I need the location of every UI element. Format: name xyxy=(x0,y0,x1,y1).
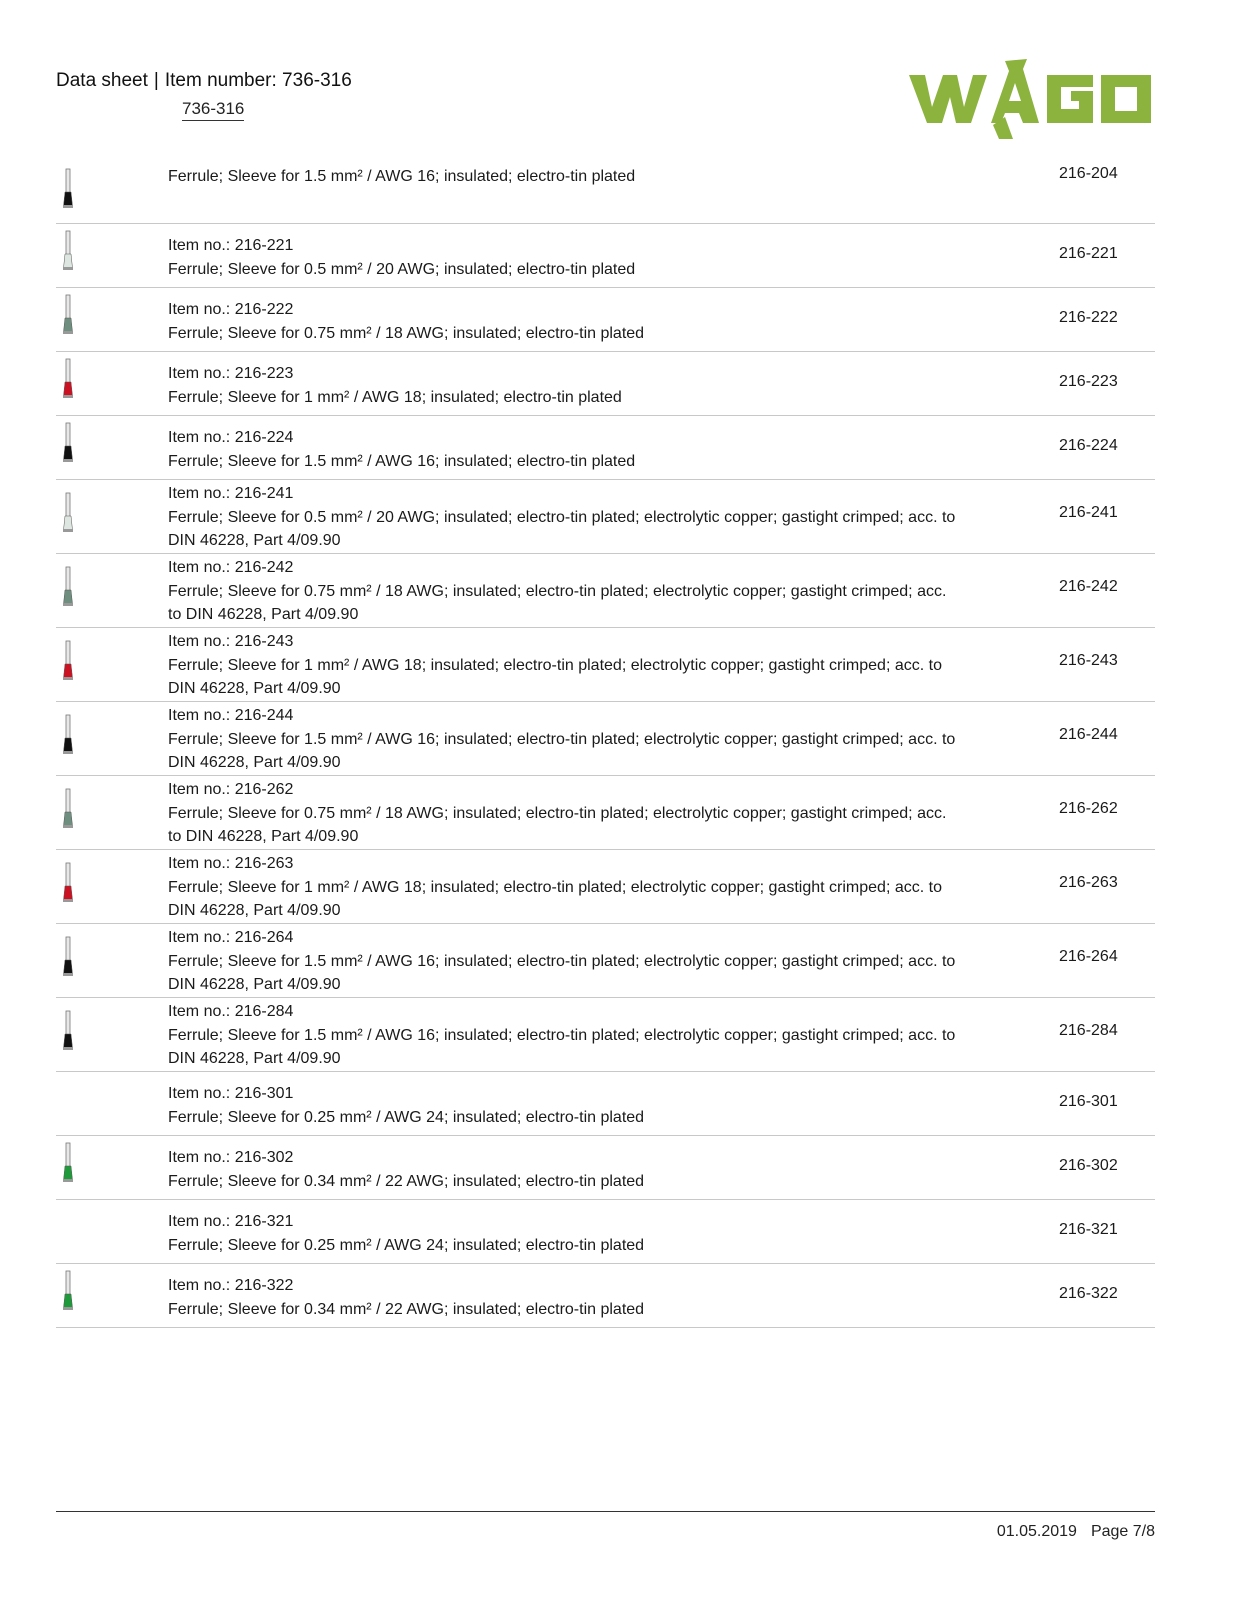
ferrule-icon xyxy=(60,936,76,980)
item-description xyxy=(168,1000,958,1071)
item-number: Item no.: 216-241 xyxy=(168,485,294,502)
item-number-label: Item number: 736-316 xyxy=(164,70,352,91)
article-number: 216-241 xyxy=(1059,504,1118,521)
item-description xyxy=(168,630,958,701)
title-separator: | xyxy=(153,70,159,91)
item-description xyxy=(168,234,958,281)
page-title xyxy=(56,70,352,92)
article-number: 216-243 xyxy=(1059,652,1118,669)
footer xyxy=(997,1523,1155,1541)
ferrule-icon xyxy=(60,1142,76,1186)
item-number: Item no.: 216-224 xyxy=(168,429,294,446)
ferrule-icon xyxy=(60,422,76,466)
ferrule-icon xyxy=(60,862,76,906)
item-description xyxy=(168,482,958,553)
description-text: Ferrule; Sleeve for 1.5 mm² / AWG 16; insulated; electro-tin plated xyxy=(168,168,636,185)
table-row xyxy=(56,702,1155,776)
table-row xyxy=(56,416,1155,480)
page-number: Page 7/8 xyxy=(1090,1523,1155,1540)
description-text: Ferrule; Sleeve for 0.34 mm² / 22 AWG; insulated; electro-tin plated xyxy=(168,1300,645,1318)
description-text: Ferrule; Sleeve for 1.5 mm² / AWG 16; insulated; electro-tin plated; electrolytic copper; gastight crimped; acc. to DIN 46228, Part 4/09.90 xyxy=(168,1026,956,1067)
table-row xyxy=(56,1264,1155,1328)
item-description xyxy=(168,1082,958,1129)
item-number: Item no.: 216-221 xyxy=(168,237,294,254)
table-row xyxy=(56,850,1155,924)
item-description xyxy=(168,1274,958,1321)
item-number: Item no.: 216-263 xyxy=(168,855,294,872)
description-text: Ferrule; Sleeve for 1 mm² / AWG 18; insulated; electro-tin plated xyxy=(168,388,622,406)
item-number: Item no.: 216-222 xyxy=(168,301,294,318)
table-row xyxy=(56,628,1155,702)
article-number: 216-284 xyxy=(1059,1022,1118,1039)
article-number: 216-301 xyxy=(1059,1093,1118,1110)
table-row xyxy=(56,224,1155,288)
ferrule-icon xyxy=(60,1270,76,1314)
description-text: Ferrule; Sleeve for 0.25 mm² / AWG 24; insulated; electro-tin plated xyxy=(168,1236,645,1254)
item-description xyxy=(168,704,958,775)
item-description xyxy=(168,852,958,923)
item-number: Item no.: 216-264 xyxy=(168,929,294,946)
ferrule-icon xyxy=(60,640,76,684)
article-number: 216-244 xyxy=(1059,726,1118,743)
item-number: Item no.: 216-244 xyxy=(168,707,294,724)
article-number: 216-221 xyxy=(1059,245,1118,262)
description-text: Ferrule; Sleeve for 0.34 mm² / 22 AWG; insulated; electro-tin plated xyxy=(168,1172,645,1190)
description-text: Ferrule; Sleeve for 1 mm² / AWG 18; insulated; electro-tin plated; electrolytic copper; gastight crimped; acc. to DIN 46228, Part 4/09.90 xyxy=(168,656,942,697)
wago-logo xyxy=(905,57,1155,141)
item-number: Item no.: 216-262 xyxy=(168,781,294,798)
item-number: Item no.: 216-302 xyxy=(168,1149,294,1166)
article-number: 216-204 xyxy=(1059,165,1118,182)
article-number: 216-322 xyxy=(1059,1285,1118,1302)
description-text: Ferrule; Sleeve for 0.75 mm² / 18 AWG; insulated; electro-tin plated; electrolytic copper; gastight crimped; acc. to DIN 46228, Part 4/09.90 xyxy=(168,804,947,845)
ferrule-icon xyxy=(60,294,76,338)
table-row xyxy=(56,480,1155,554)
item-number: Item no.: 216-243 xyxy=(168,633,294,650)
description-text: Ferrule; Sleeve for 0.5 mm² / 20 AWG; insulated; electro-tin plated; electrolytic copper; gastight crimped; acc. to DIN 46228, Part 4/09.90 xyxy=(168,508,956,549)
table-row xyxy=(56,1136,1155,1200)
description-text: Ferrule; Sleeve for 0.25 mm² / AWG 24; insulated; electro-tin plated xyxy=(168,1108,645,1126)
item-number-link[interactable]: 736-316 xyxy=(182,99,244,121)
ferrule-icon xyxy=(60,230,76,274)
ferrule-icon xyxy=(60,566,76,610)
ferrule-icon xyxy=(60,358,76,402)
description-text: Ferrule; Sleeve for 0.75 mm² / 18 AWG; insulated; electro-tin plated; electrolytic copper; gastight crimped; acc. to DIN 46228, Part 4/09.90 xyxy=(168,582,947,623)
footer-divider xyxy=(56,1511,1155,1512)
article-number: 216-222 xyxy=(1059,309,1118,326)
ferrule-icon xyxy=(60,492,76,536)
description-text: Ferrule; Sleeve for 1.5 mm² / AWG 16; insulated; electro-tin plated xyxy=(168,452,636,470)
item-description xyxy=(168,165,958,189)
ferrule-icon xyxy=(60,714,76,758)
description-text: Ferrule; Sleeve for 0.75 mm² / 18 AWG; insulated; electro-tin plated xyxy=(168,324,645,342)
article-number: 216-321 xyxy=(1059,1221,1118,1238)
item-description xyxy=(168,1210,958,1257)
doc-type: Data sheet xyxy=(56,70,148,91)
article-number: 216-242 xyxy=(1059,578,1118,595)
accessory-table xyxy=(56,146,1155,1328)
description-text: Ferrule; Sleeve for 1.5 mm² / AWG 16; insulated; electro-tin plated; electrolytic copper; gastight crimped; acc. to DIN 46228, Part 4/09.90 xyxy=(168,730,956,771)
item-description xyxy=(168,778,958,849)
description-text: Ferrule; Sleeve for 1.5 mm² / AWG 16; insulated; electro-tin plated; electrolytic copper; gastight crimped; acc. to DIN 46228, Part 4/09.90 xyxy=(168,952,956,993)
table-row xyxy=(56,776,1155,850)
item-number: Item no.: 216-223 xyxy=(168,365,294,382)
table-row xyxy=(56,1072,1155,1136)
item-number: Item no.: 216-301 xyxy=(168,1085,294,1102)
footer-date: 01.05.2019 xyxy=(996,1523,1077,1540)
item-description xyxy=(168,926,958,997)
table-row xyxy=(56,1200,1155,1264)
table-row xyxy=(56,998,1155,1072)
description-text: Ferrule; Sleeve for 1 mm² / AWG 18; insulated; electro-tin plated; electrolytic copper; gastight crimped; acc. to DIN 46228, Part 4/09.90 xyxy=(168,878,942,919)
article-number: 216-224 xyxy=(1059,437,1118,454)
article-number: 216-302 xyxy=(1059,1157,1118,1174)
article-number: 216-262 xyxy=(1059,800,1118,817)
item-number: Item no.: 216-284 xyxy=(168,1003,294,1020)
item-description xyxy=(168,362,958,409)
description-text: Ferrule; Sleeve for 0.5 mm² / 20 AWG; insulated; electro-tin plated xyxy=(168,260,636,278)
ferrule-icon xyxy=(60,788,76,832)
table-row xyxy=(56,352,1155,416)
item-description xyxy=(168,426,958,473)
item-description xyxy=(168,298,958,345)
article-number: 216-264 xyxy=(1059,948,1118,965)
item-number: Item no.: 216-322 xyxy=(168,1277,294,1294)
table-row xyxy=(56,554,1155,628)
item-number: Item no.: 216-321 xyxy=(168,1213,294,1230)
ferrule-icon xyxy=(60,1010,76,1054)
item-description xyxy=(168,556,958,627)
table-row xyxy=(56,146,1155,224)
item-description xyxy=(168,1146,958,1193)
article-number: 216-223 xyxy=(1059,373,1118,390)
article-number: 216-263 xyxy=(1059,874,1118,891)
table-row xyxy=(56,288,1155,352)
item-number: Item no.: 216-242 xyxy=(168,559,294,576)
ferrule-icon xyxy=(60,168,76,212)
table-row xyxy=(56,924,1155,998)
